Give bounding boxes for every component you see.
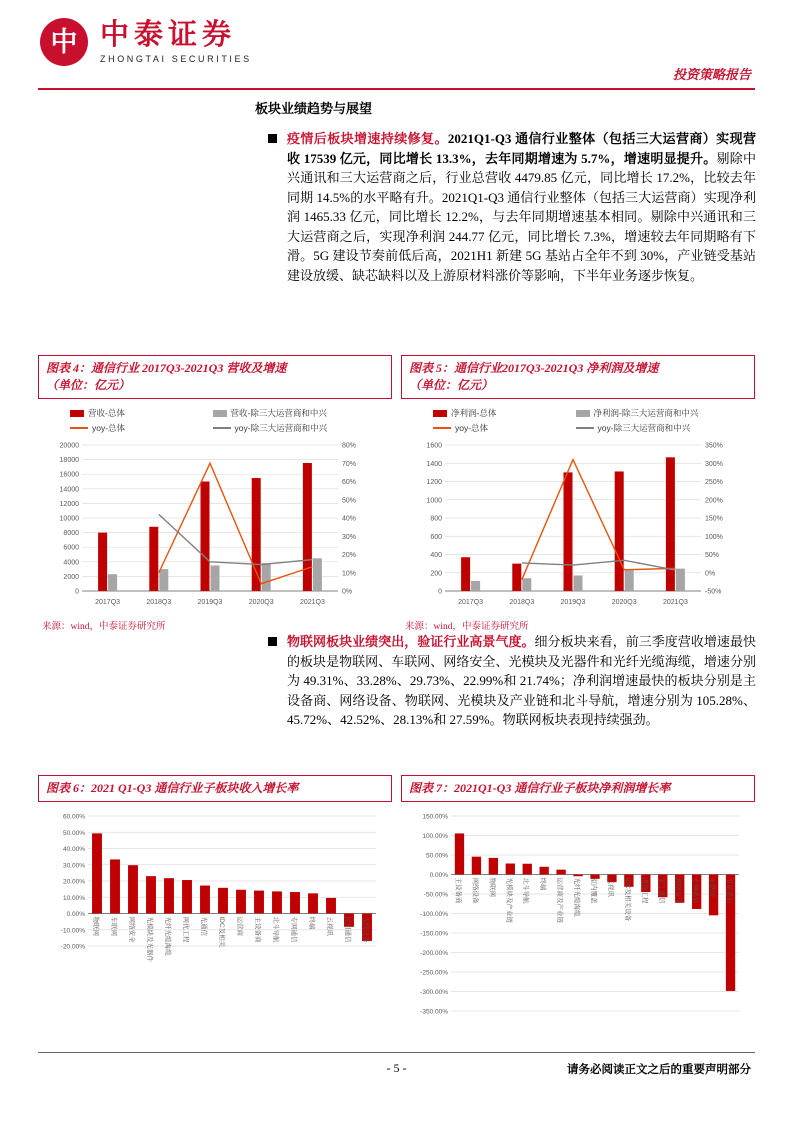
- svg-text:IDC及相关: IDC及相关: [218, 916, 225, 948]
- legend-swatch-bar: [433, 410, 447, 417]
- svg-text:10.00%: 10.00%: [62, 894, 85, 902]
- svg-text:2020Q3: 2020Q3: [611, 599, 637, 606]
- legend-item: [433, 407, 570, 419]
- svg-text:10000: 10000: [59, 515, 79, 523]
- svg-text:2021Q3: 2021Q3: [662, 599, 688, 606]
- svg-text:-20.00%: -20.00%: [60, 943, 85, 951]
- svg-text:室内覆盖: 室内覆盖: [590, 877, 597, 904]
- svg-text:50.00%: 50.00%: [62, 829, 85, 837]
- figure-6: [38, 775, 392, 1031]
- figure-6-chart-area: [38, 802, 392, 1031]
- svg-text:-50%: -50%: [705, 588, 722, 596]
- svg-text:60.00%: 60.00%: [62, 813, 85, 821]
- subsector-revenue-growth-bar-chart: [40, 808, 380, 1026]
- svg-text:光模块及产业链: 光模块及产业链: [505, 877, 513, 923]
- svg-text:2019Q3: 2019Q3: [560, 599, 586, 606]
- svg-text:-200.00%: -200.00%: [420, 950, 448, 957]
- paragraph-2-body: 细分板块来看，前三季度营收增速最快的板块是物联网、车联网、网络安全、光模块及光器件和光纤光缆海缆，增速分别为 49.31%、33.28%、29.73%、22.99%和 21.74%；净利润增速最快的板块分别是主设备商、网络设备、物联网、光模块及产业链和北斗导航，增速分别为 105.28%、45.72%、42.52%、28.13%和 27.59%。物联网板块表现持续强劲。: [287, 634, 756, 727]
- svg-text:物联网: 物联网: [92, 916, 99, 936]
- svg-text:150%: 150%: [705, 515, 723, 523]
- svg-text:16000: 16000: [59, 471, 79, 479]
- svg-text:卫星通信: 卫星通信: [725, 877, 733, 904]
- svg-text:光通信: 光通信: [200, 916, 207, 936]
- svg-text:-10.00%: -10.00%: [60, 927, 85, 935]
- svg-text:100%: 100%: [705, 533, 723, 541]
- paragraph-2-text: [287, 632, 756, 730]
- zhongtai-logo-icon: [38, 16, 90, 68]
- svg-text:主设备商: 主设备商: [454, 877, 462, 904]
- svg-text:2018Q3: 2018Q3: [146, 599, 172, 606]
- figure-4-unit: （单位：亿元）: [46, 378, 131, 392]
- svg-text:-350.00%: -350.00%: [420, 1008, 448, 1016]
- svg-text:8000: 8000: [63, 530, 79, 538]
- bullet-icon: [268, 637, 277, 646]
- svg-text:40%: 40%: [342, 515, 357, 523]
- svg-text:终端: 终端: [539, 877, 547, 891]
- svg-text:300%: 300%: [705, 460, 723, 468]
- figure-7-chart-area: [401, 802, 755, 1028]
- legend-label: 净利润-总体: [451, 408, 497, 418]
- legend-swatch-line: [576, 427, 594, 429]
- legend-label: 营收-总体: [88, 408, 125, 418]
- svg-text:20%: 20%: [342, 552, 357, 559]
- figure-6-title: [38, 775, 392, 802]
- figure-5: [401, 355, 755, 632]
- svg-text:0: 0: [438, 588, 442, 596]
- legend-item: [433, 422, 570, 434]
- svg-text:2018Q3: 2018Q3: [509, 599, 535, 606]
- svg-text:200: 200: [430, 570, 442, 578]
- figure-4-legend: [70, 407, 390, 434]
- legend-item: [213, 422, 390, 434]
- svg-text:70%: 70%: [342, 460, 357, 468]
- paragraph-1-text: [287, 129, 756, 285]
- subsector-net-profit-growth-bar-chart: [403, 808, 743, 1023]
- svg-text:6000: 6000: [63, 544, 79, 552]
- svg-text:-250.00%: -250.00%: [420, 969, 448, 977]
- svg-text:150.00%: 150.00%: [422, 813, 448, 821]
- svg-text:民用通信: 民用通信: [344, 916, 351, 943]
- svg-text:0%: 0%: [342, 588, 353, 596]
- svg-text:北斗导航: 北斗导航: [272, 916, 279, 943]
- figure-5-source: 来源：wind，中泰证券研究所: [405, 622, 529, 632]
- legend-swatch-bar: [576, 410, 590, 417]
- svg-text:运营商: 运营商: [236, 916, 243, 936]
- svg-text:60%: 60%: [342, 479, 357, 486]
- legend-label: 营收-除三大运营商和中兴: [230, 408, 327, 418]
- bullet-icon: [268, 134, 277, 143]
- page-number: - 5 -: [386, 1061, 407, 1075]
- figure-4-chart-area: [38, 399, 392, 632]
- svg-text:50%: 50%: [342, 497, 357, 505]
- svg-text:250%: 250%: [705, 479, 723, 486]
- svg-text:30.00%: 30.00%: [62, 862, 85, 870]
- svg-text:1200: 1200: [426, 479, 442, 486]
- svg-text:网络设备: 网络设备: [471, 877, 479, 904]
- net-profit-growth-combo-chart: [403, 439, 741, 607]
- report-type-label: 投资策略报告: [672, 67, 751, 82]
- figure-4-title: [38, 355, 392, 399]
- svg-text:18000: 18000: [59, 457, 79, 465]
- svg-text:30%: 30%: [342, 533, 357, 541]
- legend-swatch-line: [433, 427, 451, 429]
- paragraph-1-body: 剔除中兴通讯和三大运营商之后，行业总营收 4479.85 亿元，同比增长 17.2%，比较去年同期 14.5%的水平略有升。2021Q1-Q3 通信行业整体（包括三大运营商）实现净利润 1465.33 亿元，同比增长 12.2%，与去年同期增速基本相同。剔除中兴通讯和三大运营商之后，实现净利润 244.77 亿元，同比增长 7.3%，增速较去年同期略有下滑。5G 建设节奏前低后高，2021H1 新建 5G 基站占全年不到 30%，产业链受基站建设放缓、缺芯缺料以及上游原材料涨价等影响，下半年业务逐步恢复。: [287, 150, 756, 283]
- svg-text:200%: 200%: [705, 497, 723, 505]
- legend-item: [576, 422, 753, 434]
- svg-text:10%: 10%: [342, 570, 357, 578]
- svg-text:网络安全: 网络安全: [128, 916, 135, 943]
- figure-5-chart-area: [401, 399, 755, 632]
- paragraph-1: [268, 129, 756, 285]
- svg-text:0%: 0%: [705, 570, 716, 578]
- svg-text:80%: 80%: [342, 442, 357, 450]
- svg-text:2017Q3: 2017Q3: [95, 599, 121, 606]
- figure-7: [401, 775, 755, 1028]
- legend-item: [213, 407, 390, 419]
- legend-label: yoy-除三大运营商和中兴: [597, 423, 691, 433]
- figure-5-title-text: 图表 5：通信行业2017Q3-2021Q3 净利润及增速: [409, 361, 659, 375]
- svg-text:运营商及产业链: 运营商及产业链: [556, 877, 564, 923]
- svg-text:光模块及光器件: 光模块及光器件: [146, 916, 153, 962]
- brand-text: [100, 20, 252, 64]
- svg-text:物联网: 物联网: [488, 877, 496, 897]
- figure-7-title-text: 图表 7：2021Q1-Q3 通信行业子板块净利润增长率: [409, 781, 671, 795]
- svg-text:50.00%: 50.00%: [425, 852, 448, 860]
- figure-5-title: [401, 355, 755, 399]
- legend-swatch-line: [213, 427, 231, 429]
- figure-5-legend: [433, 407, 753, 434]
- svg-text:40.00%: 40.00%: [62, 846, 85, 853]
- svg-text:网优工程: 网优工程: [640, 877, 648, 904]
- svg-text:专网通信: 专网通信: [691, 877, 699, 904]
- svg-text:-150.00%: -150.00%: [420, 930, 448, 938]
- brand-logo: [38, 16, 252, 68]
- paragraph-2: [268, 632, 756, 730]
- svg-text:云视讯: 云视讯: [326, 916, 333, 936]
- svg-text:0.00%: 0.00%: [66, 911, 85, 918]
- svg-text:20000: 20000: [59, 442, 79, 450]
- svg-text:2000: 2000: [63, 573, 79, 581]
- footer-disclaimer: 请务必阅读正文之后的重要声明部分: [567, 1064, 751, 1076]
- paragraph-1-lead: 疫情后板块增速持续修复。: [287, 131, 448, 146]
- logo-glyph: 中: [50, 27, 78, 57]
- svg-text:1000: 1000: [426, 497, 442, 505]
- svg-text:12000: 12000: [59, 500, 79, 508]
- legend-item: [70, 407, 207, 419]
- svg-text:北斗导航: 北斗导航: [522, 877, 530, 904]
- svg-text:1400: 1400: [426, 460, 442, 468]
- svg-text:800: 800: [430, 515, 442, 523]
- figure-7-title: [401, 775, 755, 802]
- svg-text:0: 0: [75, 588, 79, 596]
- svg-text:主设备商: 主设备商: [254, 916, 261, 943]
- figure-4: [38, 355, 392, 632]
- svg-text:400: 400: [430, 552, 442, 559]
- svg-text:350%: 350%: [705, 442, 723, 450]
- svg-text:1600: 1600: [426, 442, 442, 450]
- svg-text:4000: 4000: [63, 559, 79, 567]
- legend-swatch-bar: [70, 410, 84, 417]
- legend-swatch-line: [70, 427, 88, 429]
- brand-name-en: ZHONGTAI SECURITIES: [100, 54, 252, 65]
- svg-text:光纤光缆海缆: 光纤光缆海缆: [164, 916, 171, 956]
- svg-text:20.00%: 20.00%: [62, 878, 85, 886]
- revenue-growth-combo-chart: [40, 439, 378, 607]
- svg-text:2019Q3: 2019Q3: [197, 599, 223, 606]
- svg-text:600: 600: [430, 533, 442, 541]
- svg-text:2021Q3: 2021Q3: [299, 599, 325, 606]
- svg-text:无线设备: 无线设备: [362, 916, 369, 943]
- svg-text:2020Q3: 2020Q3: [248, 599, 274, 606]
- footer-divider: [38, 1052, 755, 1053]
- figure-6-title-text: 图表 6：2021 Q1-Q3 通信行业子板块收入增长率: [46, 781, 299, 795]
- svg-text:网络安全: 网络安全: [674, 877, 682, 904]
- svg-text:车联网: 车联网: [110, 916, 117, 936]
- svg-text:专网通信: 专网通信: [290, 916, 297, 943]
- legend-label: yoy-除三大运营商和中兴: [234, 423, 328, 433]
- svg-text:光纤光缆海缆: 光纤光缆海缆: [573, 877, 581, 917]
- svg-text:-50.00%: -50.00%: [423, 891, 448, 899]
- svg-text:网优工程: 网优工程: [182, 916, 189, 943]
- svg-text:军工通信: 军工通信: [657, 877, 665, 904]
- legend-swatch-bar: [213, 410, 227, 417]
- figure-4-source: 来源：wind，中泰证券研究所: [42, 622, 166, 632]
- svg-text:-100.00%: -100.00%: [420, 911, 448, 918]
- svg-text:-300.00%: -300.00%: [420, 989, 448, 996]
- figure-5-unit: （单位：亿元）: [409, 378, 494, 392]
- svg-text:2017Q3: 2017Q3: [458, 599, 484, 606]
- legend-label: yoy-总体: [455, 423, 489, 433]
- header-divider: [38, 88, 755, 90]
- svg-text:车联网: 车联网: [708, 877, 716, 897]
- svg-text:50%: 50%: [705, 552, 720, 559]
- paragraph-1-emphasis: 2021Q1-Q3 通信行业整体（包括三大运营商）实现营收 17539 亿元，同比增长 13.3%，去年同期增速为 5.7%，增速明显提升。: [287, 131, 756, 166]
- section-heading: 板块业绩趋势与展望: [255, 101, 373, 116]
- paragraph-2-lead: 物联网板块业绩突出，验证行业高景气度。: [287, 634, 535, 649]
- figure-4-title-text: 图表 4：通信行业 2017Q3-2021Q3 营收及增速: [46, 361, 287, 375]
- legend-item: [70, 422, 207, 434]
- svg-text:14000: 14000: [59, 486, 79, 494]
- svg-text:终端: 终端: [308, 916, 315, 930]
- legend-label: yoy-总体: [92, 423, 126, 433]
- svg-text:IDC及相关设备: IDC及相关设备: [623, 877, 631, 922]
- svg-text:云视讯: 云视讯: [606, 877, 614, 897]
- legend-item: [576, 407, 753, 419]
- svg-text:0.00%: 0.00%: [429, 872, 448, 879]
- legend-label: 净利润-除三大运营商和中兴: [593, 408, 699, 418]
- brand-name-cn: 中泰证券: [100, 18, 237, 51]
- svg-text:100.00%: 100.00%: [422, 833, 448, 840]
